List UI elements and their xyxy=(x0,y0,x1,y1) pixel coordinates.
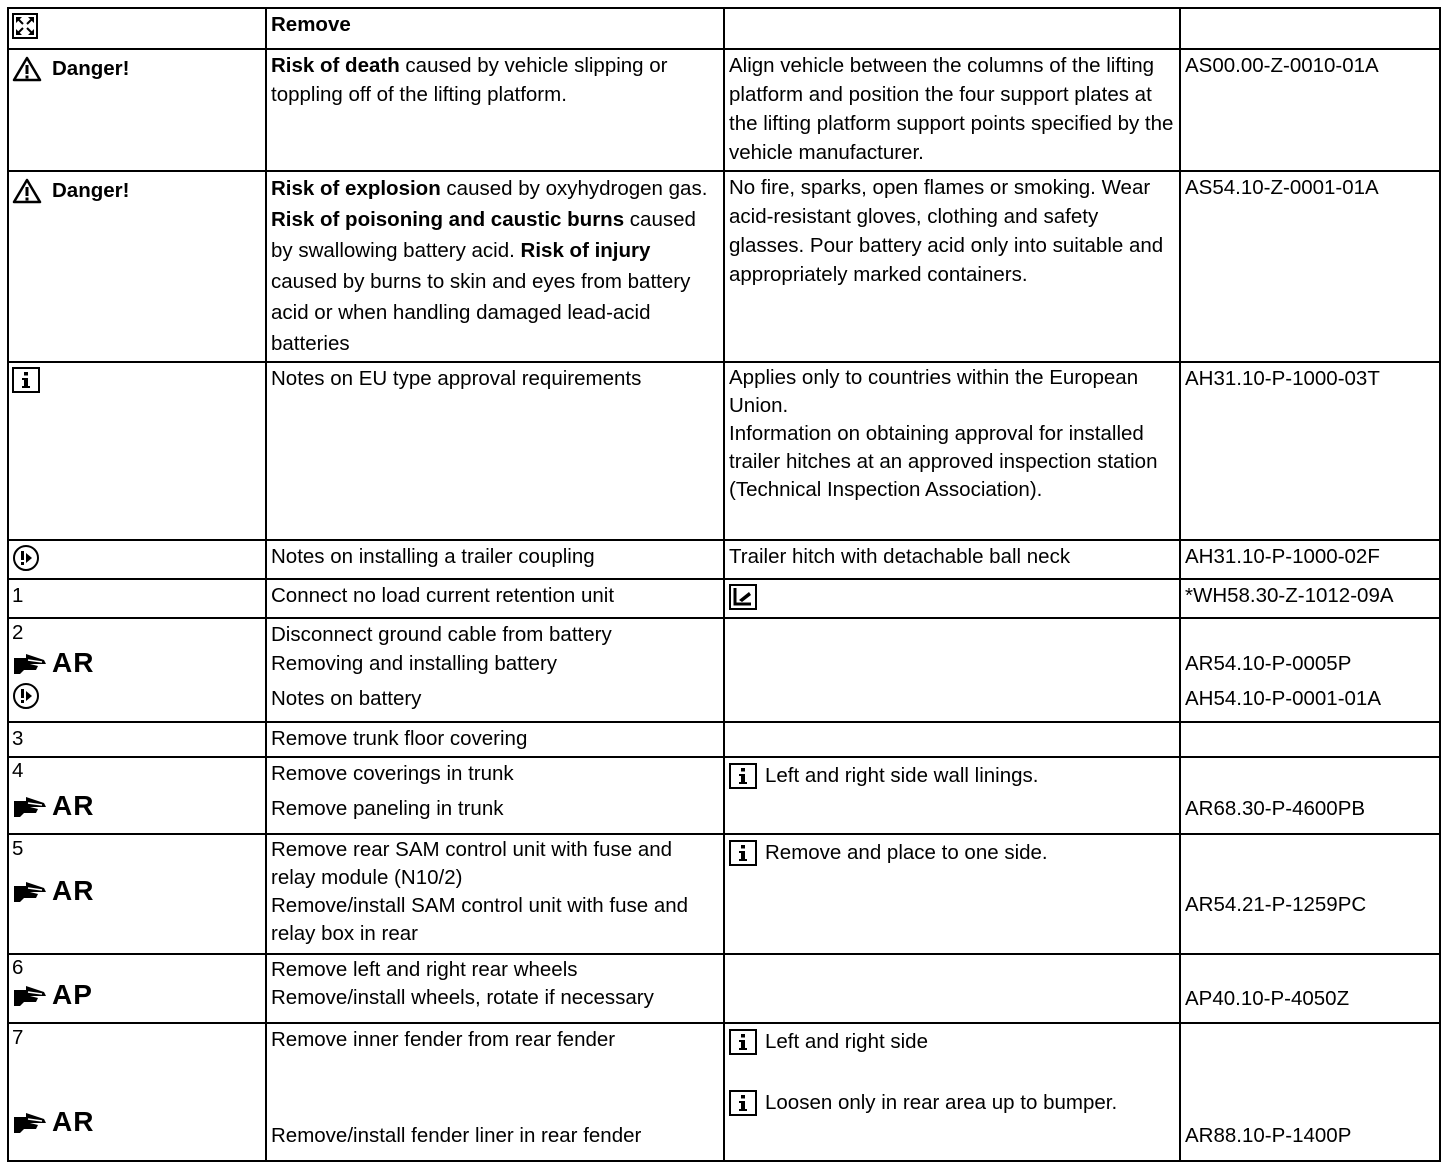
table-row xyxy=(8,618,1440,722)
reference-code: AH54.10-P-0001-01A xyxy=(1185,687,1382,710)
cell xyxy=(8,722,266,757)
cell xyxy=(266,579,724,618)
step-number: 3 xyxy=(12,727,24,750)
reference-code: AR68.30-P-4600PB xyxy=(1185,797,1366,820)
step-number: 6 xyxy=(12,956,24,979)
reference-code: AR54.21-P-1259PC xyxy=(1185,893,1367,916)
step-number: 4 xyxy=(12,759,24,782)
step-text: Connect no load current retention unit xyxy=(271,584,615,607)
cell xyxy=(724,618,1180,722)
cell xyxy=(8,579,266,618)
cell xyxy=(8,834,266,954)
cell xyxy=(1180,954,1440,1023)
cell xyxy=(724,722,1180,757)
warning-icon xyxy=(12,178,42,204)
cell xyxy=(1180,540,1440,579)
reference-code: AS54.10-Z-0001-01A xyxy=(1185,176,1379,199)
note-icon xyxy=(12,544,40,572)
cell xyxy=(724,757,1180,834)
cell xyxy=(1180,362,1440,540)
cell xyxy=(266,8,724,49)
cell xyxy=(1180,834,1440,954)
step-number: 2 xyxy=(12,621,24,644)
expand-icon xyxy=(12,13,38,39)
notes-detail: Trailer hitch with detachable ball neck xyxy=(729,545,1071,568)
cell xyxy=(1180,49,1440,171)
reference-code: AR88.10-P-1400P xyxy=(1185,1124,1352,1147)
pointing-hand-icon xyxy=(12,793,48,819)
risk-heading: Risk of poisoning and caustic burns xyxy=(271,208,625,231)
step-text: Remove/install SAM control unit with fuse and relay box in rear xyxy=(271,894,689,945)
table-row xyxy=(8,579,1440,618)
ap-label: AP xyxy=(52,979,93,1010)
risk-text: caused by oxyhydrogen gas. xyxy=(440,177,708,200)
cell xyxy=(266,757,724,834)
table-row xyxy=(8,171,1440,362)
table-row xyxy=(8,834,1440,954)
info-note: Remove and place to one side. xyxy=(765,841,1048,864)
risk-heading: Risk of explosion xyxy=(271,177,441,200)
cell xyxy=(724,579,1180,618)
cell xyxy=(266,1023,724,1161)
cell xyxy=(8,954,266,1023)
reference-code: AH31.10-P-1000-02F xyxy=(1185,545,1380,568)
info-icon xyxy=(12,367,40,393)
reference-code: AR54.10-P-0005P xyxy=(1185,652,1352,675)
cell xyxy=(266,49,724,171)
ar-label: AR xyxy=(52,790,95,821)
info-icon xyxy=(729,1029,757,1055)
tool-icon xyxy=(729,584,757,610)
cell xyxy=(1180,8,1440,49)
info-icon xyxy=(729,840,757,866)
danger-label: Danger! xyxy=(52,57,130,80)
reference-code: *WH58.30-Z-1012-09A xyxy=(1185,584,1394,607)
info-text: Applies only to countries within the European Union. xyxy=(729,366,1139,417)
info-text: Information on obtaining approval for installed trailer hitches at an approved inspection station (Technical Inspection Association). xyxy=(729,422,1158,501)
info-note: Left and right side wall linings. xyxy=(765,764,1039,787)
table-row xyxy=(8,540,1440,579)
info-icon xyxy=(729,1090,757,1116)
reference-code: AH31.10-P-1000-03T xyxy=(1185,367,1380,390)
cell xyxy=(1180,618,1440,722)
step-text: Remove/install fender liner in rear fender xyxy=(271,1124,642,1147)
risk-heading: Risk of death xyxy=(271,54,400,77)
pointing-hand-icon xyxy=(12,650,48,676)
ar-label: AR xyxy=(52,875,95,906)
cell xyxy=(724,834,1180,954)
cell xyxy=(266,834,724,954)
step-number: 5 xyxy=(12,837,24,860)
cell xyxy=(724,1023,1180,1161)
cell xyxy=(724,362,1180,540)
step-text: Remove coverings in trunk xyxy=(271,762,514,785)
pointing-hand-icon xyxy=(12,1109,48,1135)
cell xyxy=(8,171,266,362)
pointing-hand-icon xyxy=(12,982,48,1008)
notes-title: Notes on installing a trailer coupling xyxy=(271,545,595,568)
cell xyxy=(266,722,724,757)
risk-heading: Risk of injury xyxy=(520,239,651,262)
table-row xyxy=(8,49,1440,171)
step-number: 7 xyxy=(12,1026,24,1049)
info-title: Notes on EU type approval requirements xyxy=(271,367,642,390)
table-row xyxy=(8,8,1440,49)
cell xyxy=(724,954,1180,1023)
info-note: Left and right side xyxy=(765,1030,928,1053)
step-text: Disconnect ground cable from battery xyxy=(271,623,612,646)
cell xyxy=(266,954,724,1023)
reference-code: AS00.00-Z-0010-01A xyxy=(1185,54,1379,77)
info-note: Loosen only in rear area up to bumper. xyxy=(765,1091,1118,1114)
risk-text: caused by burns to skin and eyes from battery acid or when handling damaged lead-acid batteries xyxy=(271,270,691,355)
step-text: Remove rear SAM control unit with fuse and relay module (N10/2) xyxy=(271,838,673,889)
cell xyxy=(8,618,266,722)
cell xyxy=(724,49,1180,171)
ar-label: AR xyxy=(52,647,95,678)
table-row xyxy=(8,954,1440,1023)
cell xyxy=(266,540,724,579)
pointing-hand-icon xyxy=(12,878,48,904)
cell xyxy=(724,8,1180,49)
risk-text: caused by vehicle slipping or toppling off of the lifting platform. xyxy=(271,54,668,106)
table-row xyxy=(8,1023,1440,1161)
cell xyxy=(8,1023,266,1161)
cell xyxy=(8,49,266,171)
cell xyxy=(1180,757,1440,834)
step-text: Remove inner fender from rear fender xyxy=(271,1028,616,1051)
reference-code: AP40.10-P-4050Z xyxy=(1185,987,1350,1010)
note-icon xyxy=(12,682,40,710)
cell xyxy=(1180,579,1440,618)
cell xyxy=(8,540,266,579)
cell xyxy=(8,757,266,834)
step-text: Remove/install wheels, rotate if necessary xyxy=(271,986,654,1009)
cell xyxy=(8,362,266,540)
table-row xyxy=(8,722,1440,757)
step-text: Notes on battery xyxy=(271,687,422,710)
cell xyxy=(266,618,724,722)
instruction-text: No fire, sparks, open flames or smoking. Wear acid-resistant gloves, clothing and safety glasses. Pour battery acid only into suitable and appropriately marked containers. xyxy=(729,176,1164,286)
step-text: Remove left and right rear wheels xyxy=(271,958,578,981)
cell xyxy=(1180,722,1440,757)
step-number: 1 xyxy=(12,584,24,607)
ar-label: AR xyxy=(52,1106,95,1137)
procedure-table xyxy=(7,7,1441,1162)
warning-icon xyxy=(12,56,42,82)
instruction-text: Align vehicle between the columns of the lifting platform and position the four support plates at the lifting platform support points specified by the vehicle manufacturer. xyxy=(729,54,1174,164)
info-icon xyxy=(729,763,757,789)
table-row xyxy=(8,757,1440,834)
cell xyxy=(1180,1023,1440,1161)
cell xyxy=(266,362,724,540)
cell xyxy=(724,171,1180,362)
step-text: Remove paneling in trunk xyxy=(271,797,504,820)
table-row xyxy=(8,362,1440,540)
step-text: Removing and installing battery xyxy=(271,652,558,675)
cell xyxy=(266,171,724,362)
risk-text: caused by swallowing battery acid. xyxy=(271,208,696,262)
danger-label: Danger! xyxy=(52,179,130,202)
cell xyxy=(8,8,266,49)
cell xyxy=(724,540,1180,579)
header-title: Remove xyxy=(271,13,351,36)
step-text: Remove trunk floor covering xyxy=(271,727,528,750)
cell xyxy=(1180,171,1440,362)
